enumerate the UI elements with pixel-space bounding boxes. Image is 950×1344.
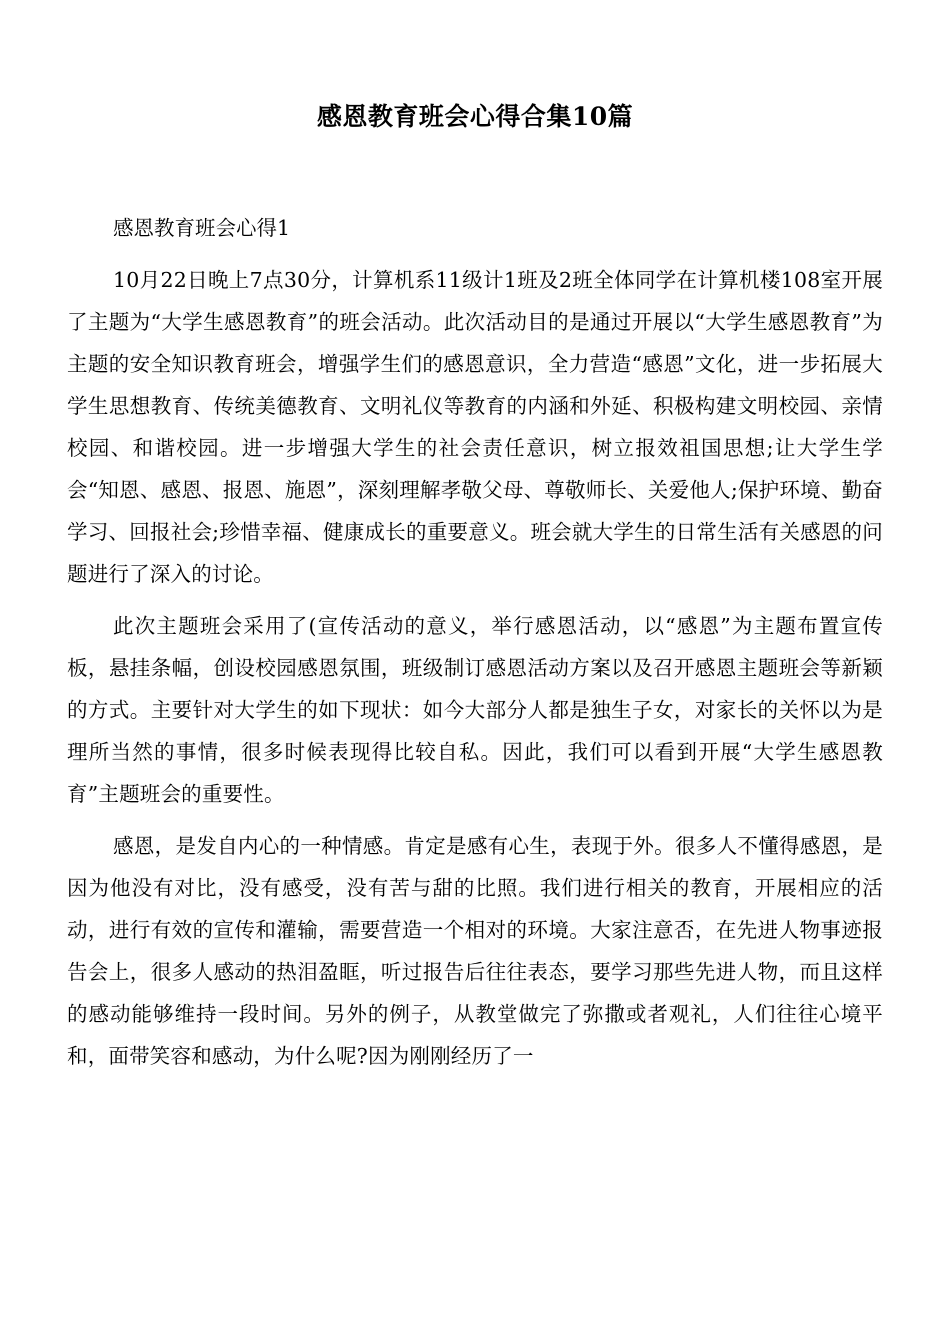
paragraph-3: 感恩，是发自内心的一种情感。肯定是感有心生，表现于外。很多人不懂得感恩，是因为他没有对比，没有感受，没有苦与甜的比照。我们进行相关的教育，开展相应的活动，进行有效的宣传和灌输，需要营造一个相对的环境。大家注意否，在先进人物事迹报告会上，很多人感动的热泪盈眶，听过报告后往往表态，要学习那些先进人物，而且这样的感动能够维持一段时间。另外的例子，从教堂做完了弥撒或者观礼，人们往往心境平和，面带笑容和感动，为什么呢?因为刚刚经历了一 — [67, 834, 883, 1068]
paragraph-1: 10月22日晚上7点30分，计算机系11级计1班及2班全体同学在计算机楼108室开展了主题为“大学生感恩教育”的班会活动。此次活动目的是通过开展以“大学生感恩教育”为主题的安全知识教育班会，增强学生们的感恩意识，全力营造“感恩”文化，进一步拓展大学生思想教育、传统美德教育、文明礼仪等教育的内涵和外延、积极构建文明校园、亲情校园、和谐校园。进一步增强大学生的社会责任意识，树立报效祖国思想;让大学生学会“知恩、感恩、报恩、施恩”，深刻理解孝敬父母、尊敬师长、关爱他人;保护环境、勤奋学习、回报社会;珍惜幸福、健康成长的重要意义。班会就大学生的日常生活有关感恩的问题进行了深入的讨论。 — [67, 268, 883, 586]
document-title: 感恩教育班会心得合集10篇 — [316, 102, 634, 131]
document-body — [67, 207, 883, 1077]
paragraph-2: 此次主题班会采用了(宣传活动的意义，举行感恩活动，以“感恩”为主题布置宣传板，悬挂条幅，创设校园感恩氛围，班级制订感恩活动方案以及召开感恩主题班会等新颖的方式。主要针对大学生的如下现状：如今大部分人都是独生子女，对家长的关怀以为是理所当然的事情，很多时候表现得比较自私。因此，我们可以看到开展“大学生感恩教育”主题班会的重要性。 — [67, 614, 883, 806]
section-heading: 感恩教育班会心得1 — [113, 216, 291, 240]
